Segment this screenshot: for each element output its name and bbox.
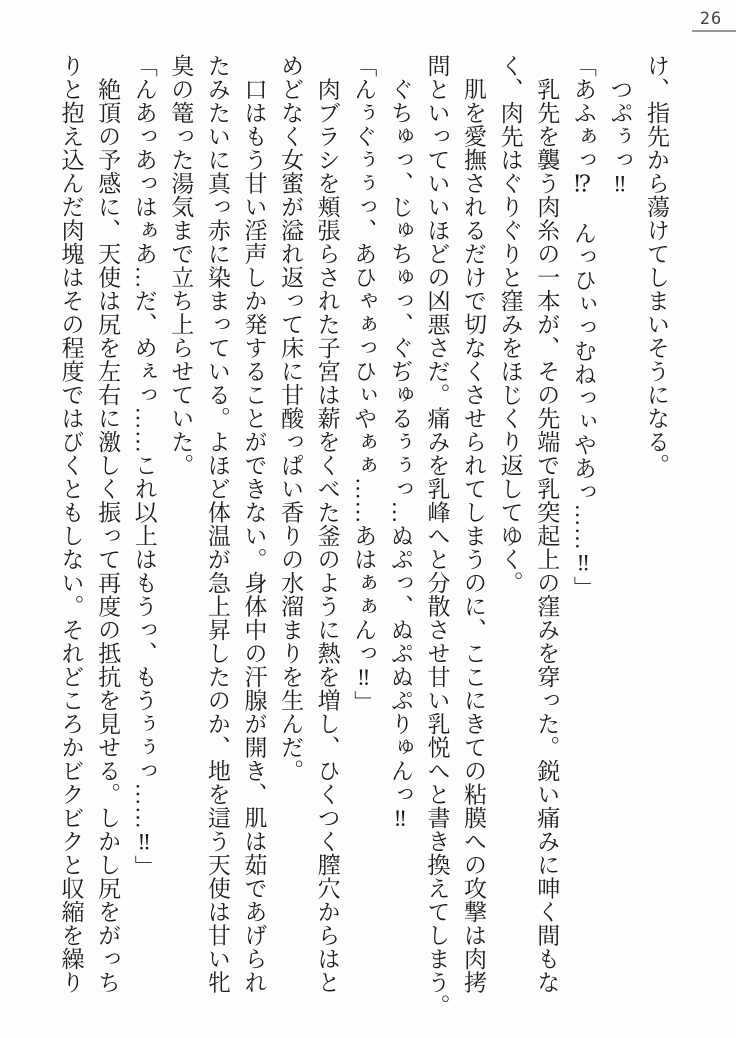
- page-number-text: 26: [699, 9, 723, 29]
- text-line: 乳先を襲う肉糸の一本が、その先端で乳突起上の窪みを穿った。鋭い痛みに呻く間もな: [534, 54, 560, 994]
- text-line: めどなく女蜜が溢れ返って床に甘酸っぱい香りの水溜まりを生んだ。: [278, 54, 304, 783]
- page-number: [692, 9, 736, 32]
- text-line: 臭の篭った湯気まで立ち上らせていた。: [168, 54, 194, 477]
- text-line: 肉ブラシを頬張らされた子宮は薪をくべた釜のように熱を増し、ひくつく膣穴からはと: [314, 54, 340, 994]
- text-line: たみたいに真っ赤に染まっている。よほど体温が急上昇したのか、地を這う天使は甘い牝: [204, 54, 230, 994]
- text-line: 絶頂の予感に、天使は尻を左右に激しく振って再度の抵抗を見せる。しかし尻をがっち: [95, 54, 121, 994]
- text-line: つぷぅっ‼: [607, 54, 633, 197]
- text-line: ぐちゅっ、じゅちゅっ、ぐぢゅるぅぅっ…ぬぷっ、ぬぷぬぷりゅんっ‼: [387, 54, 413, 832]
- page-number-underline: [692, 30, 736, 32]
- text-line: りと抱え込んだ肉塊はその程度ではびくともしない。それどころかビクビクと収縮を繰り: [58, 54, 84, 994]
- text-line: 「んあっあっはぁあ…だ、めぇっ……これ以上はもうっ、もうぅぅっ……‼」: [131, 54, 157, 879]
- text-line: 問といっていいほどの凶悪さだ。痛みを乳峰へと分散させ甘い乳悦へと書き換えてしまう。: [424, 54, 450, 1018]
- text-line: 口はもう甘い淫声しか発することができない。身体中の汗腺が開き、肌は茹であげられ: [241, 54, 267, 994]
- text-line: 「あふぁっ⁉ んっひぃっむねっぃやあっ……‼」: [570, 54, 596, 600]
- text-body: [52, 54, 674, 1018]
- text-line: く、肉先はぐりぐりと窪みをほじくり返してゆく。: [497, 54, 523, 595]
- text-line: 肌を愛撫されるだけで切なくさせられてしまうのに、ここにきての粘膜への攻撃は肉拷: [461, 54, 487, 994]
- text-line: 「んぅぐぅぅっ、あひゃぁっひぃやぁぁ……あはぁぁんっ‼」: [351, 54, 377, 714]
- text-line: け、指先から蕩けてしまいそうになる。: [644, 54, 669, 477]
